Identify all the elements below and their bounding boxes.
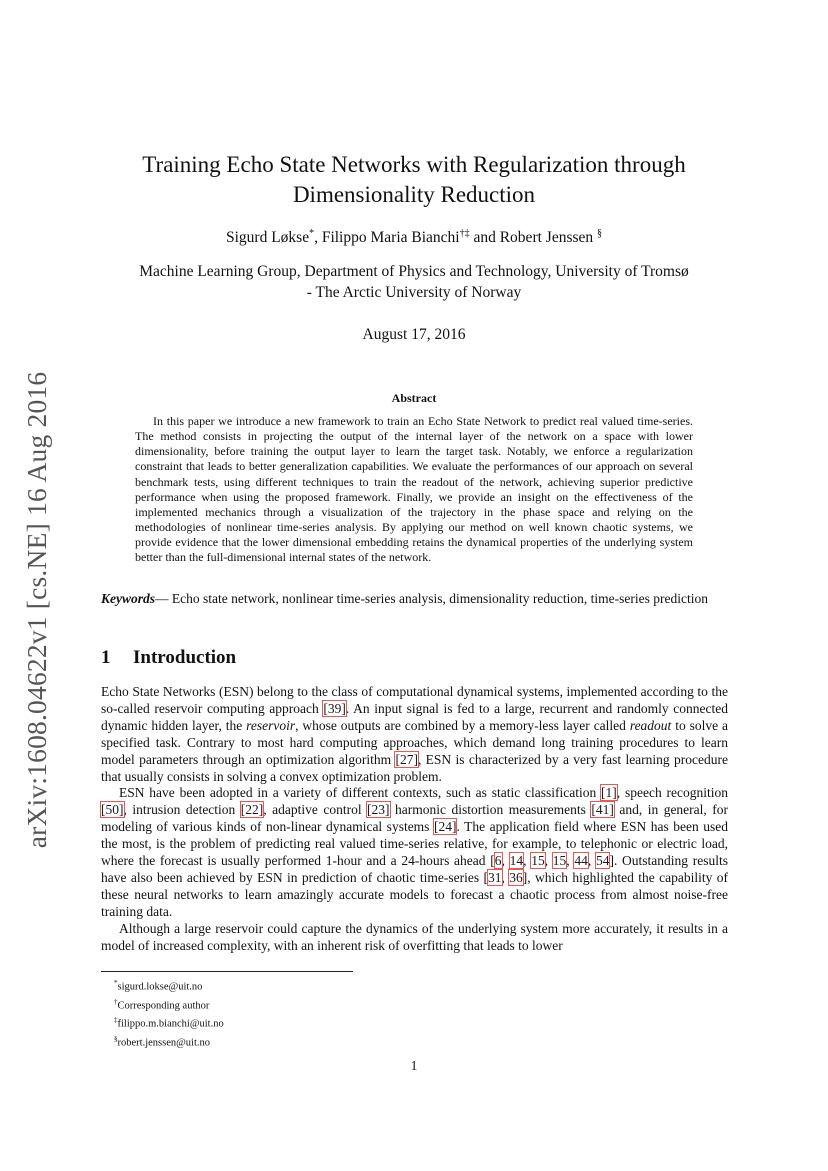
footnote [114, 995, 224, 1014]
footnote-rule [101, 971, 353, 972]
author-separator-1: , Filippo Maria Bianchi [314, 229, 460, 247]
citation-link[interactable]: 15 [531, 853, 545, 869]
citation-link[interactable]: [41] [591, 802, 614, 818]
author-1: Sigurd Løkse [225, 229, 310, 247]
citation-link[interactable]: [23] [367, 802, 390, 818]
arxiv-identifier-text: arXiv:1608.04622v1 [cs.NE] 16 Aug 2016 [21, 371, 52, 849]
citation-link[interactable]: 31 [488, 869, 502, 885]
footnote [114, 976, 224, 995]
citation-link[interactable]: 6 [494, 853, 502, 869]
affiliation-line-2: - The Arctic University of Norway [306, 284, 522, 301]
author-2-mark: †‡ [459, 228, 470, 239]
footnote-text: robert.jenssen@uit.no [117, 1037, 210, 1048]
text-span: , [566, 853, 575, 869]
citation-link[interactable]: 14 [509, 853, 524, 869]
footnotes [114, 976, 224, 1050]
section-heading [101, 647, 236, 669]
text-span: , [544, 853, 553, 869]
citation-link[interactable]: [24] [433, 819, 457, 835]
text-span: ], which highlighted the capability of these neural networks to learn amazingly accurate models to forecast a chaotic process from almost noise-free training data. [101, 869, 729, 919]
author-3-mark: § [597, 228, 603, 239]
text-span: . An input signal is fed to a large, recurrent and randomly connected dynamic hidden layer, the [101, 700, 728, 733]
citation-link[interactable]: 54 [595, 853, 610, 869]
abstract-text: In this paper we introduce a new framework to train an Echo State Network to predict real valued time-series. The method consists in projecting the output of the internal layer of the network on a space with lower dimensionality, before training the output layer to learn the target task. Notably, we enforce a regularization constraint that leads to better generalization capabilities. We evaluate the performances of our approach on several benchmark tests, using different techniques to train the readout of the network, achieving superior predictive performance when using the proposed framework. Finally, we provide an insight on the effectiveness of the implemented mechanics through a visualization of the trajectory in the phase space and relying on the methodologies of nonlinear time-series analysis. By applying our method on well known chaotic systems, we provide evidence that the lower dimensional embedding retains the dynamical properties of the underlying system better than the full-dimensional internal states of the network. [135, 414, 693, 565]
text-span: , [501, 853, 510, 869]
text-span: to solve a specified task. Contrary to most hard computing approaches, which demand long training procedures to learn model parameters through an optimization algorithm [101, 717, 728, 767]
text-span: and, in general, for modeling of various kinds of non-linear dynamical systems [101, 802, 729, 835]
text-span: . The application field where ESN has been used the most, is the problem of predicting real valued time-series relative, for example, to telephonic or electric load, where the forecast is usually performed 1-hour and a 24-hours ahead [ [101, 819, 728, 869]
author-1-mark: * [309, 228, 315, 239]
abstract-heading: Abstract [391, 391, 437, 405]
author-list [100, 228, 728, 247]
citation-link[interactable]: [1] [601, 785, 617, 801]
footnote-text: filippo.m.bianchi@uit.no [117, 1018, 224, 1030]
paragraph-3: Although a large reservoir could capture the dynamics of the underlying system more accurately, it results in a model of increased complexity, with an inherent risk of overfitting that leads to lower [101, 920, 728, 953]
citation-link[interactable]: 44 [574, 853, 588, 869]
text-span: ESN have been adopted in a variety of different contexts, such as static classification [119, 785, 602, 801]
citation-link[interactable]: 36 [509, 869, 523, 885]
footnote [114, 1032, 224, 1051]
paragraph-2 [101, 785, 728, 920]
footnote-mark: * [114, 979, 118, 987]
text-span: , [501, 869, 510, 885]
text-span: , speech recognition [616, 785, 728, 801]
footnote-mark: † [114, 997, 118, 1006]
affiliation-line-1: Machine Learning Group, Department of Physics and Technology, University of Tromsø [139, 263, 689, 280]
paper-title [100, 150, 728, 210]
body-text [101, 684, 728, 955]
section-title: Introduction [133, 647, 237, 668]
author-separator-2: and Robert Jenssen [469, 229, 598, 247]
text-span: Echo State Networks (ESN) belong to the class of computational dynamical systems, implemented according to the so-called reservoir computing approach [101, 684, 728, 716]
footnote-mark: ‡ [114, 1016, 118, 1024]
affiliation [100, 261, 728, 303]
citation-link[interactable]: [39] [323, 700, 346, 716]
citation-link[interactable]: [50] [101, 802, 124, 818]
keywords-text: — Echo state network, nonlinear time-series analysis, dimensionality reduction, time-series prediction [155, 591, 708, 606]
footnote-text: sigurd.lokse@uit.no [117, 981, 203, 993]
title-line-1: Training Echo State Networks with Regularization through [142, 152, 686, 177]
citation-link[interactable]: [22] [240, 802, 264, 818]
paragraph-1 [101, 684, 728, 785]
text-span: harmonic distortion measurements [389, 802, 592, 818]
keywords [101, 590, 728, 607]
footnote-mark: § [114, 1034, 118, 1043]
citation-link[interactable]: 15 [552, 853, 567, 869]
footnote-text: Corresponding author [117, 1000, 210, 1011]
text-span: , [523, 853, 532, 869]
section-number: 1 [101, 647, 111, 668]
footnote [114, 1013, 224, 1032]
page-number: 1 [410, 1058, 418, 1073]
text-span: ]. Outstanding results have also been achieved by ESN in prediction of chaotic time-series [ [101, 853, 729, 885]
emphasis-reservoir: reservoir [246, 717, 296, 733]
text-span: , [587, 853, 596, 869]
text-span: , ESN is characterized by a very fast learning procedure that usually consists in solving a convex optimization problem. [101, 751, 728, 784]
text-span: , adaptive control [263, 802, 368, 818]
emphasis-readout: readout [629, 717, 672, 733]
keywords-label: Keywords [101, 591, 155, 606]
publication-date: August 17, 2016 [362, 326, 466, 343]
text-span: , whose outputs are combined by a memory-less layer called [295, 717, 630, 733]
title-line-2: Dimensionality Reduction [292, 182, 536, 207]
text-span: , intrusion detection [123, 802, 241, 818]
citation-link[interactable]: [27] [395, 751, 418, 767]
